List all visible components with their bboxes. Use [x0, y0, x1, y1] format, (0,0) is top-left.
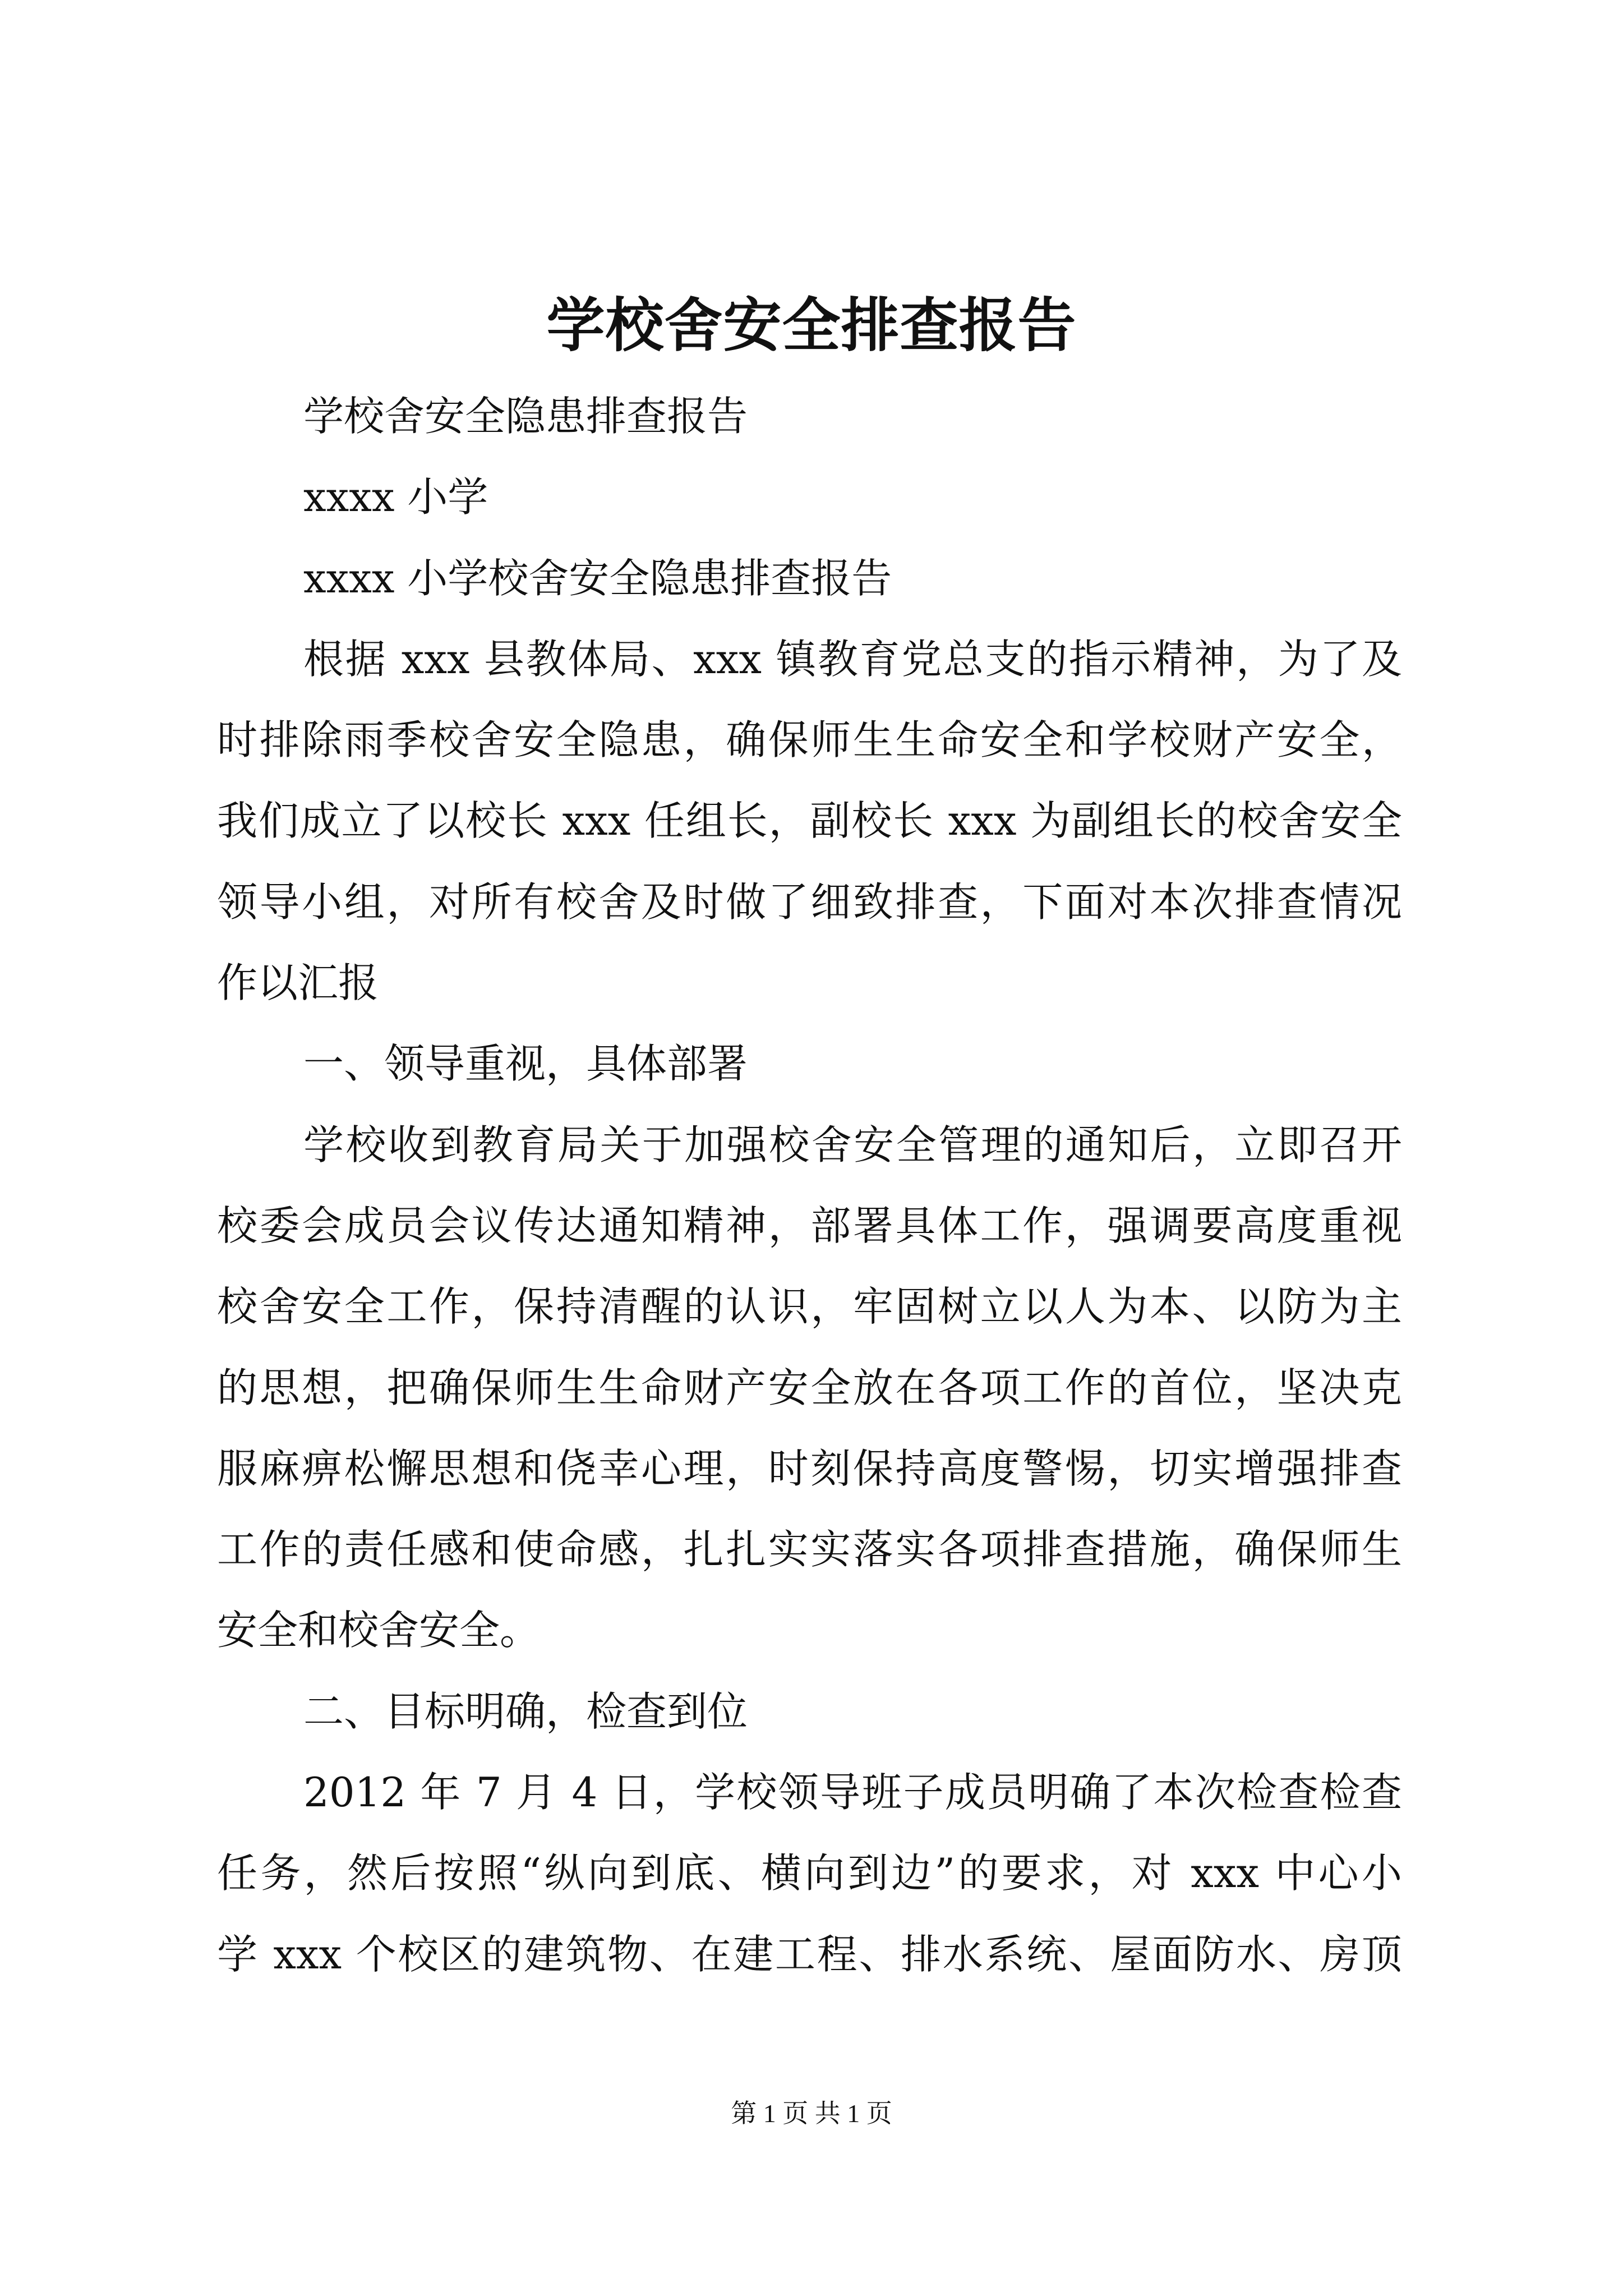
section-heading: 二、目标明确，检查到位: [303, 1687, 748, 1735]
paragraph: [217, 1752, 1402, 1995]
paragraph-line: 根据 xxx 县教体局、xxx 镇教育党总支的指示精神，为了及: [303, 635, 1402, 683]
paragraph-line: 工作的责任感和使命感，扎扎实实落实各项排查措施，确保师生: [217, 1526, 1402, 1573]
document-title: 学校舍安全排查报告: [546, 291, 1077, 360]
school-name: xxxx 小学: [303, 473, 488, 521]
paragraph-line: 2012 年 7 月 4 日，学校领导班子成员明确了本次检查检查: [303, 1769, 1402, 1816]
paragraph-line: 作以汇报: [217, 959, 379, 1007]
paragraph-line: 安全和校舍安全。: [217, 1607, 541, 1654]
report-subtitle: 学校舍安全隐患排查报告: [303, 393, 748, 440]
section-heading: 一、领导重视，具体部署: [303, 1040, 748, 1088]
paragraph-line: 校舍安全工作，保持清醒的认识，牢固树立以人为本、以防为主: [217, 1283, 1402, 1331]
document-body: [217, 376, 1402, 1995]
paragraph: [217, 1671, 1402, 1752]
paragraph-line: 时排除雨季校舍安全隐患，确保师生生命安全和学校财产安全，: [217, 716, 1402, 764]
paragraph: [217, 1105, 1402, 1671]
paragraph: [217, 376, 1402, 457]
paragraph-line: 学 xxx 个校区的建筑物、在建工程、排水系统、屋面防水、房顶: [217, 1930, 1402, 1978]
paragraph-line: 校委会成员会议传达通知精神，部署具体工作，强调要高度重视: [217, 1202, 1402, 1249]
page-footer: 第 1 页 共 1 页: [731, 2099, 892, 2128]
paragraph: [217, 538, 1402, 619]
paragraph-line: 的思想，把确保师生生命财产安全放在各项工作的首位，坚决克: [217, 1364, 1402, 1411]
paragraph: [217, 619, 1402, 1023]
report-name: xxxx 小学校舍安全隐患排查报告: [303, 554, 892, 602]
paragraph: [217, 1023, 1402, 1104]
paragraph-line: 领导小组，对所有校舍及时做了细致排查，下面对本次排查情况: [217, 878, 1402, 926]
paragraph: [217, 457, 1402, 537]
paragraph-line: 学校收到教育局关于加强校舍安全管理的通知后，立即召开: [303, 1121, 1402, 1168]
paragraph-line: 任务，然后按照“纵向到底、横向到边”的要求，对 xxx 中心小: [217, 1849, 1402, 1897]
paragraph-line: 服麻痹松懈思想和侥幸心理，时刻保持高度警惕，切实增强排查: [217, 1444, 1402, 1492]
paragraph-line: 我们成立了以校长 xxx 任组长，副校长 xxx 为副组长的校舍安全: [217, 797, 1402, 845]
